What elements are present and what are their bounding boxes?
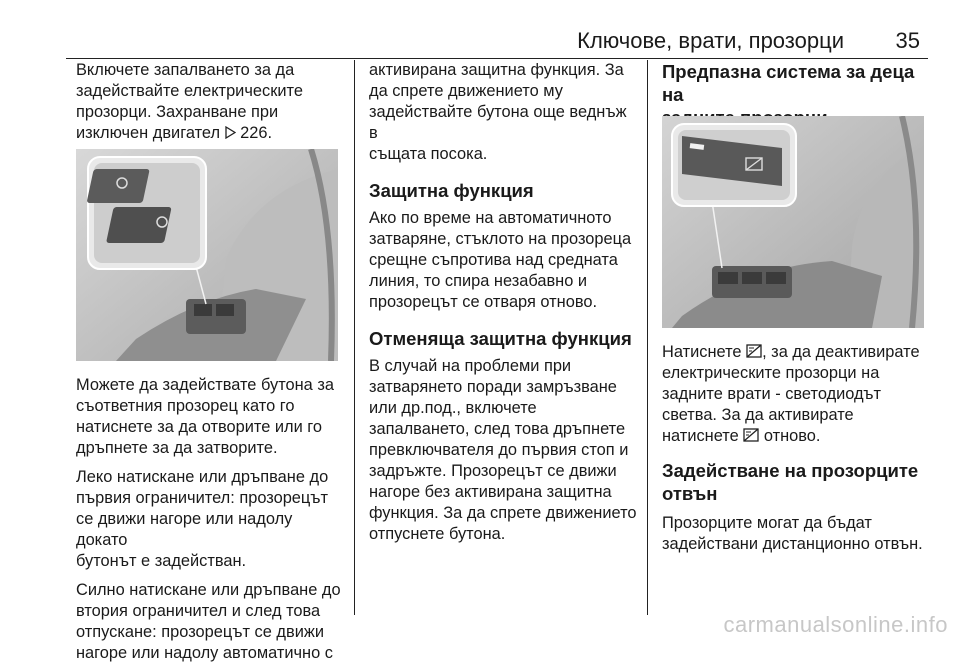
child-lock-figure [662, 116, 924, 328]
window-switch-closeup-icon [76, 149, 338, 361]
paragraph-second-stop: Силно натискане или дръпване до втория ограничител и след това отпускане: прозорецът се движи нагоре или надолу автоматично с [76, 581, 341, 662]
paragraph-first-stop: Леко натискане или дръпване до първия ограничител: прозорецът се движи нагоре или надолу докато бутонът е задействан. [76, 468, 329, 570]
reference-arrow-icon [225, 126, 236, 139]
column-1 [76, 60, 344, 144]
page-number: 35 [895, 28, 920, 53]
column-2 [369, 60, 639, 545]
paragraph-operate-switch: Можете да задействате бутона за съответния прозорец като го натиснете за да отворите или го дръпнете за да затворите. [76, 376, 334, 457]
column-divider-1 [354, 60, 355, 615]
paragraph-ignition: Включете запалването за да задействайте електрическите прозорци. Захранване при изключен двигател 226. [76, 61, 303, 142]
child-safety-window-icon [746, 344, 762, 358]
header-title: Ключове, врати, прозорци [577, 28, 844, 53]
watermark: carmanualsonline.info [723, 612, 948, 637]
child-safety-window-icon [743, 428, 759, 442]
heading-override-protection: Отменяща защитна функция [369, 328, 632, 349]
heading-protection: Защитна функция [369, 180, 534, 201]
paragraph-protection: Ако по време на автоматичното затваряне, стъклото на прозореца срещне съпротива над средната линия, то спира незабавно и прозорецът се отваря отново. [369, 209, 632, 311]
child-lock-switch-closeup-icon [662, 116, 924, 328]
paragraph-stop-movement: активирана защитна функция. За да спрете движението му задействайте бутона още веднъж в същата посока. [369, 61, 627, 163]
page-header [66, 28, 928, 59]
page-reference[interactable]: 226. [240, 124, 273, 142]
paragraph-child-lock: Натиснете , за да деактивирате електрическите прозорци на задните врати - светодиодът светва. За да активирате натиснете отново. [662, 343, 920, 445]
column-1-lower [76, 375, 344, 664]
heading-remote-operation: Задействане на прозорците отвън [662, 460, 919, 504]
paragraph-override-protection: В случай на проблеми при затварянето поради замръзване или др.под., включете запалването, след това дръпнете превключвателя до първия стоп и задръжте. Прозорецът се движи нагоре без активирана защитна функция. За да спрете движението отпуснете бутона. [369, 357, 637, 543]
column-divider-2 [647, 60, 648, 615]
heading-child-safety: Предпазна система за деца на [662, 61, 915, 105]
column-3-lower [662, 342, 932, 555]
paragraph-remote-operation: Прозорците могат да бъдат задействани дистанционно отвън. [662, 514, 923, 553]
window-switch-figure [76, 149, 338, 361]
